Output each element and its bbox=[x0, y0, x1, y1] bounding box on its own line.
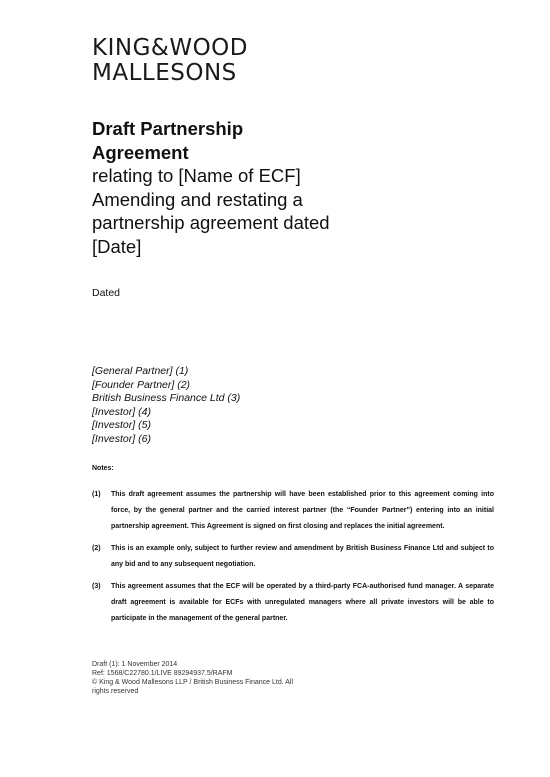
footer-copyright: © King & Wood Mallesons LLP / British Business Finance Ltd. All rights reserved bbox=[92, 679, 294, 695]
footer-ref: Ref: 1568/C22780.1/LIVE 89294937.5/RAFM bbox=[92, 670, 233, 677]
note-item bbox=[92, 579, 494, 627]
notes-list bbox=[92, 487, 494, 633]
party-item: [Investor] (5) bbox=[92, 419, 151, 431]
note-number: (2) bbox=[92, 545, 101, 552]
logo-line-1: KING&WOOD bbox=[92, 35, 248, 61]
title-line-3: partnership agreement dated bbox=[92, 212, 330, 233]
party-item: [Investor] (6) bbox=[92, 432, 151, 445]
company-logo bbox=[92, 36, 248, 86]
title-line-1: relating to [Name of ECF] bbox=[92, 165, 301, 186]
title-bold-line-1: Draft Partnership bbox=[92, 118, 244, 139]
logo-line-2: MALLESONS bbox=[92, 60, 237, 86]
note-text: This is an example only, subject to further review and amendment by British Business Finance Ltd and subject to any bid and to any subsequent negotiation. bbox=[111, 545, 494, 568]
note-text: This draft agreement assumes the partnership will have been established prior to this agreement coming into force, by the general partner and the carried interest partner (the “Founder Partner”) entering into an initial partnership agreement. This Agreement is signed on first closing and replaces the initial agreement. bbox=[111, 491, 494, 530]
dated-label: Dated bbox=[92, 287, 121, 299]
title-bold-line-2: Agreement bbox=[92, 141, 189, 163]
note-item bbox=[92, 541, 494, 573]
party-item: [Founder Partner] (2) bbox=[92, 378, 191, 391]
parties-list bbox=[92, 365, 240, 446]
document-footer bbox=[92, 660, 312, 696]
notes-heading: Notes: bbox=[92, 465, 114, 472]
note-number: (1) bbox=[92, 491, 101, 498]
title-line-2: Amending and restating a bbox=[92, 188, 303, 210]
note-item bbox=[92, 487, 494, 535]
title-line-4: [Date] bbox=[92, 235, 142, 257]
party-item: British Business Finance Ltd (3) bbox=[92, 392, 241, 404]
note-text: This agreement assumes that the ECF will be operated by a third-party FCA-authorised fund manager. A separate draft agreement is available for ECFs with unregulated managers where all private investors will be able to participate in the management of the general partner. bbox=[111, 583, 494, 622]
party-item: [General Partner] (1) bbox=[92, 365, 189, 377]
party-item: [Investor] (4) bbox=[92, 405, 151, 418]
note-number: (3) bbox=[92, 583, 101, 590]
footer-draft: Draft (1): 1 November 2014 bbox=[92, 661, 178, 668]
document-title bbox=[92, 117, 492, 258]
